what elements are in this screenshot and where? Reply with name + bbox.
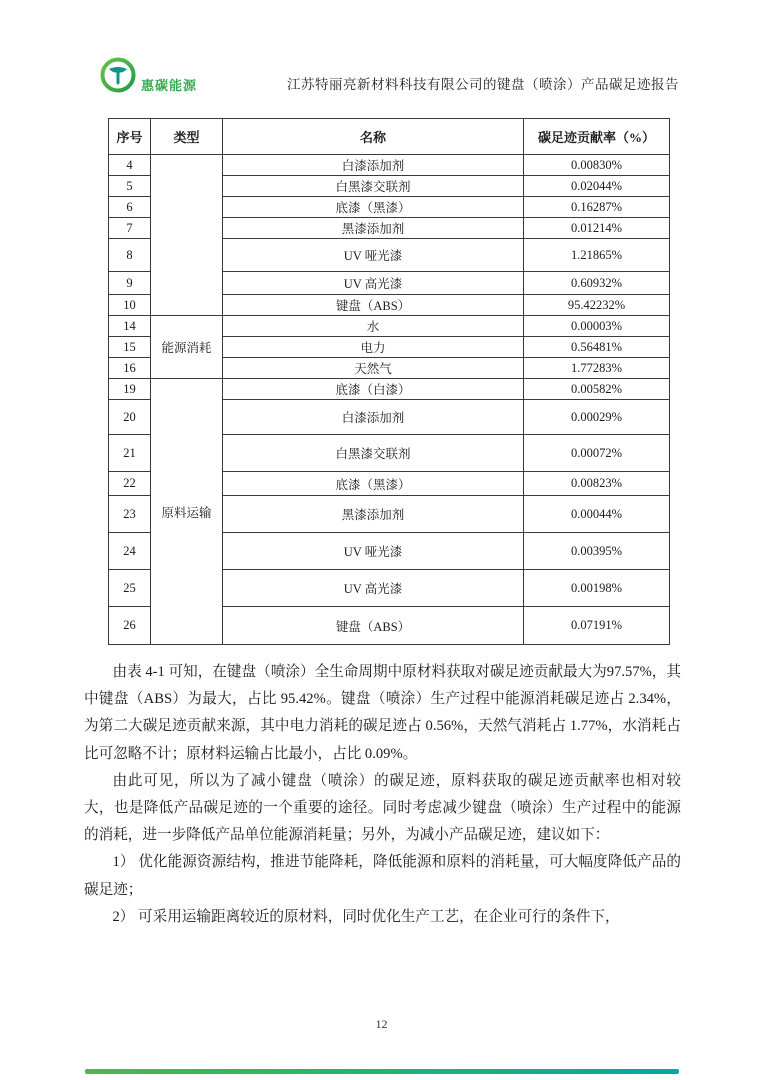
cell-contribution-value: 0.00003% (524, 316, 670, 337)
cell-contribution-value: 0.02044% (524, 176, 670, 197)
document-header-title: 江苏特丽亮新材料科技有限公司的键盘（喷涂）产品碳足迹报告 (287, 77, 679, 92)
table-row (109, 155, 670, 176)
analysis-section (84, 659, 681, 931)
cell-contribution-value: 0.00198% (524, 570, 670, 607)
cell-material-name: 黑漆添加剂 (223, 218, 524, 239)
cell-row-number: 22 (109, 472, 151, 496)
cell-row-number: 26 (109, 607, 151, 645)
cell-material-name: 白漆添加剂 (223, 155, 524, 176)
page-number: 12 (375, 1017, 388, 1031)
cell-contribution-value: 0.16287% (524, 197, 670, 218)
suggestion-item-2: 2） 可采用运输距离较近的原材料，同时优化生产工艺，在企业可行的条件下， (112, 908, 620, 925)
cell-type-group: 能源消耗 (151, 316, 223, 379)
cell-contribution-value: 0.07191% (524, 607, 670, 645)
cell-contribution-value: 0.00582% (524, 379, 670, 400)
cell-contribution-value: 0.00072% (524, 435, 670, 472)
cell-material-name: UV 哑光漆 (223, 239, 524, 272)
cell-row-number: 19 (109, 379, 151, 400)
cell-contribution-value: 0.01214% (524, 218, 670, 239)
cell-material-name: 白黑漆交联剂 (223, 435, 524, 472)
cell-contribution-value: 1.77283% (524, 358, 670, 379)
cell-material-name: 键盘（ABS） (223, 607, 524, 645)
cell-row-number: 9 (109, 272, 151, 295)
cell-material-name: 白漆添加剂 (223, 400, 524, 435)
cell-material-name: 天然气 (223, 358, 524, 379)
cell-material-name: UV 高光漆 (223, 570, 524, 607)
cell-row-number: 7 (109, 218, 151, 239)
column-header: 类型 (151, 119, 223, 155)
cell-row-number: 8 (109, 239, 151, 272)
cell-material-name: UV 哑光漆 (223, 533, 524, 570)
cell-material-name: 底漆（黑漆） (223, 197, 524, 218)
cell-row-number: 25 (109, 570, 151, 607)
cell-contribution-value: 0.00830% (524, 155, 670, 176)
cell-type-group: 原料运输 (151, 379, 223, 645)
cell-row-number: 10 (109, 295, 151, 316)
cell-material-name: 底漆（白漆） (223, 379, 524, 400)
cell-row-number: 6 (109, 197, 151, 218)
cell-material-name: 黑漆添加剂 (223, 496, 524, 533)
cell-row-number: 23 (109, 496, 151, 533)
cell-contribution-value: 0.60932% (524, 272, 670, 295)
cell-contribution-value: 95.42232% (524, 295, 670, 316)
suggestion-item-1: 1） 优化能源资源结构，推进节能降耗，降低能源和原料的消耗量，可大幅度降低产品的碳足迹； (84, 854, 681, 898)
cell-material-name: 白黑漆交联剂 (223, 176, 524, 197)
column-header: 碳足迹贡献率（%） (524, 119, 670, 155)
cell-row-number: 20 (109, 400, 151, 435)
cell-contribution-value: 0.56481% (524, 337, 670, 358)
paragraph-summary: 由表 4-1 可知，在键盘（喷涂）全生命周期中原材料获取对碳足迹贡献最大为97.57%，其中键盘（ABS）为最大，占比 95.42%。键盘（喷涂）生产过程中能源消耗碳足迹占 2.34%，为第二大碳足迹贡献来源，其中电力消耗的碳足迹占 0.56%，天然气消耗占 1.77%，水消耗占比可忽略不计；原材料运输占比最小，占比 0.09%。 (84, 664, 681, 762)
cell-row-number: 14 (109, 316, 151, 337)
cell-row-number: 5 (109, 176, 151, 197)
paragraph-conclusion: 由此可见，所以为了减小键盘（喷涂）的碳足迹，原料获取的碳足迹贡献率也相对较大，也是降低产品碳足迹的一个重要的途径。同时考虑减少键盘（喷涂）生产过程中的能源的消耗，进一步降低产品单位能源消耗量；另外，为减小产品碳足迹，建议如下： (84, 772, 681, 844)
cell-contribution-value: 0.00044% (524, 496, 670, 533)
table-row (109, 379, 670, 400)
company-logo-text: 惠碳能源 (141, 78, 198, 93)
cell-contribution-value: 0.00823% (524, 472, 670, 496)
cell-row-number: 24 (109, 533, 151, 570)
cell-row-number: 21 (109, 435, 151, 472)
cell-row-number: 16 (109, 358, 151, 379)
column-header: 名称 (223, 119, 524, 155)
carbon-footprint-table (108, 118, 670, 645)
cell-type-group (151, 155, 223, 316)
column-header: 序号 (109, 119, 151, 155)
cell-material-name: 键盘（ABS） (223, 295, 524, 316)
cell-material-name: 水 (223, 316, 524, 337)
cell-contribution-value: 0.00029% (524, 400, 670, 435)
footer-decoration-bar (85, 1069, 679, 1074)
company-logo-icon (99, 56, 137, 94)
cell-material-name: UV 高光漆 (223, 272, 524, 295)
cell-row-number: 15 (109, 337, 151, 358)
cell-contribution-value: 0.00395% (524, 533, 670, 570)
table-row (109, 316, 670, 337)
cell-row-number: 4 (109, 155, 151, 176)
cell-material-name: 底漆（黑漆） (223, 472, 524, 496)
cell-material-name: 电力 (223, 337, 524, 358)
cell-contribution-value: 1.21865% (524, 239, 670, 272)
